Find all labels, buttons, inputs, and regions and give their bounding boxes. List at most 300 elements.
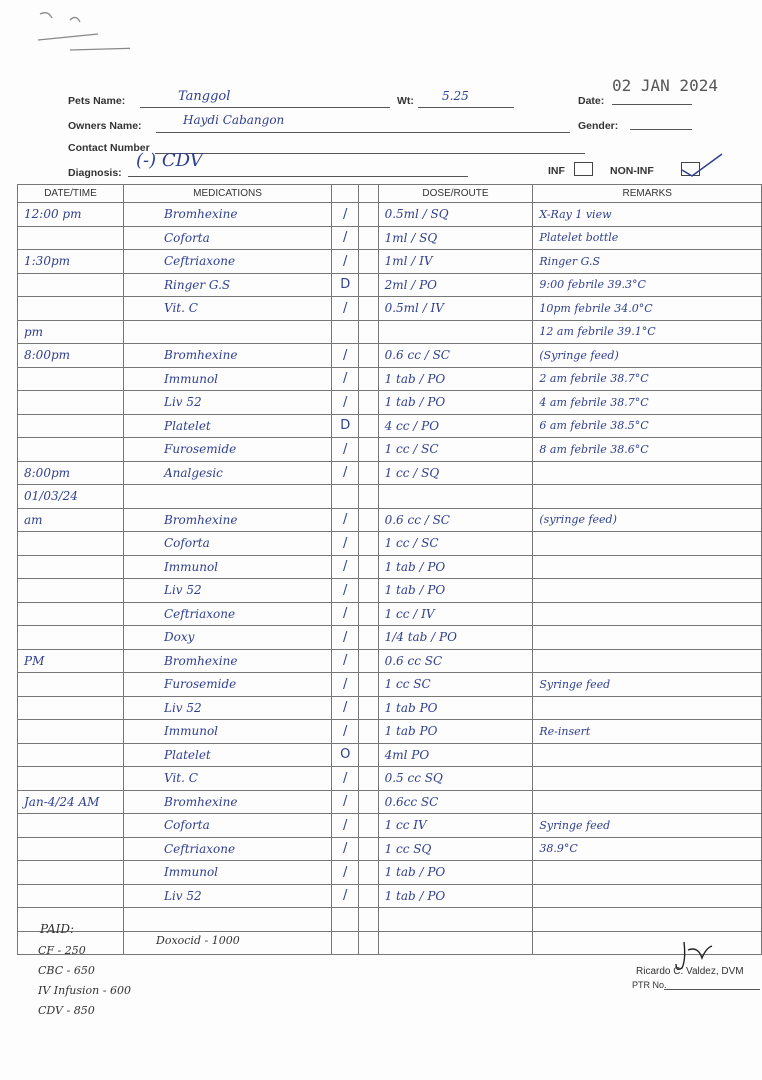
row-remark-text: (Syringe feed) <box>539 348 619 362</box>
row-medication <box>124 532 332 556</box>
pets-name-label: Pets Name: <box>68 95 126 107</box>
row-dose <box>378 931 533 955</box>
row-check <box>332 555 359 579</box>
row-check2 <box>359 485 378 509</box>
row-medication <box>124 884 332 908</box>
owners-name-line <box>156 132 570 133</box>
row-time <box>18 203 124 227</box>
table-row <box>18 414 762 438</box>
row-check-text: / <box>343 206 348 222</box>
row-check2 <box>359 767 378 791</box>
row-check-text: / <box>343 441 348 457</box>
row-time-text: Jan-4/24 AM <box>24 794 100 809</box>
table-row <box>18 226 762 250</box>
row-medication-text: Bromhexine <box>164 348 238 363</box>
row-remark <box>533 673 762 697</box>
wt-line <box>418 107 514 108</box>
table-row <box>18 908 762 932</box>
row-check-text: / <box>343 629 348 645</box>
row-medication-text: Ringer G.S <box>164 277 231 292</box>
table-row <box>18 743 762 767</box>
col-check2-header <box>359 185 378 203</box>
row-remark <box>533 861 762 885</box>
row-check <box>332 485 359 509</box>
row-dose-text: 0.5ml / IV <box>384 301 444 316</box>
date-line <box>612 104 692 105</box>
table-row <box>18 485 762 509</box>
row-time <box>18 884 124 908</box>
row-dose <box>378 485 533 509</box>
row-check-text: / <box>343 700 348 716</box>
row-check2 <box>359 226 378 250</box>
table-row <box>18 461 762 485</box>
row-dose <box>378 626 533 650</box>
noninf-label: NON-INF <box>610 165 654 177</box>
row-medication <box>124 367 332 391</box>
row-check-text: / <box>343 794 348 810</box>
col-datetime-header: DATE/TIME <box>18 185 124 203</box>
row-time <box>18 696 124 720</box>
row-dose <box>378 767 533 791</box>
row-check2 <box>359 790 378 814</box>
row-medication-text: Ceftriaxone <box>164 606 236 621</box>
paid-title: PAID: <box>40 922 75 936</box>
paid-line: CDV - 850 <box>38 1004 95 1017</box>
inf-checkbox <box>574 162 593 176</box>
row-check2 <box>359 861 378 885</box>
row-medication-text: Immunol <box>164 724 219 739</box>
row-medication <box>124 414 332 438</box>
row-dose-text: 1 tab / PO <box>384 395 446 410</box>
row-time <box>18 743 124 767</box>
row-time-text: PM <box>24 653 45 668</box>
row-dose <box>378 908 533 932</box>
row-dose-text: 1 cc / SQ <box>384 465 440 480</box>
diagnosis-value: (-) CDV <box>136 150 203 171</box>
row-check2 <box>359 438 378 462</box>
row-medication-text: Coforta <box>164 818 210 833</box>
row-check <box>332 861 359 885</box>
row-time-text: pm <box>24 324 44 339</box>
row-dose-text: 1 tab PO <box>384 700 438 715</box>
row-remark <box>533 720 762 744</box>
row-dose <box>378 555 533 579</box>
row-time-text: am <box>24 512 43 527</box>
row-dose-text: 1 cc / SC <box>384 442 439 457</box>
row-medication-text: Analgesic <box>164 465 223 480</box>
row-check2 <box>359 696 378 720</box>
row-time <box>18 367 124 391</box>
row-remark <box>533 696 762 720</box>
row-remark <box>533 602 762 626</box>
table-row <box>18 297 762 321</box>
row-remark <box>533 250 762 274</box>
row-dose <box>378 696 533 720</box>
wt-value: 5.25 <box>442 89 469 103</box>
row-dose-text: 1 tab / PO <box>384 371 446 386</box>
row-remark-text: Re-insert <box>539 724 591 738</box>
col-medications-header: MEDICATIONS <box>124 185 332 203</box>
row-remark <box>533 508 762 532</box>
row-remark <box>533 532 762 556</box>
row-dose <box>378 814 533 838</box>
pets-name-line <box>140 107 390 108</box>
row-check2 <box>359 673 378 697</box>
row-dose <box>378 320 533 344</box>
table-row <box>18 861 762 885</box>
row-check <box>332 414 359 438</box>
row-dose-text: 1ml / SQ <box>384 230 438 245</box>
row-check2 <box>359 367 378 391</box>
row-medication-text: Immunol <box>164 559 219 574</box>
row-remark-text: Ringer G.S <box>539 254 601 268</box>
row-dose <box>378 790 533 814</box>
row-dose-text: 0.5ml / SQ <box>384 207 449 222</box>
row-remark <box>533 320 762 344</box>
row-check-text: / <box>343 559 348 575</box>
row-medication-text: Liv 52 <box>164 583 202 598</box>
row-time-text: 8:00pm <box>24 348 71 363</box>
row-time <box>18 438 124 462</box>
row-check <box>332 673 359 697</box>
row-check2 <box>359 508 378 532</box>
row-check-text: D <box>340 277 351 293</box>
row-dose-text: 1 cc / SC <box>384 536 439 551</box>
row-medication-text: Doxy <box>164 630 195 645</box>
row-check <box>332 720 359 744</box>
row-check-text: / <box>343 253 348 269</box>
row-time <box>18 579 124 603</box>
row-check <box>332 320 359 344</box>
row-medication <box>124 602 332 626</box>
noninf-check-mark <box>676 150 726 180</box>
row-check2 <box>359 884 378 908</box>
table-row <box>18 344 762 368</box>
row-check-text: / <box>343 606 348 622</box>
table-row <box>18 673 762 697</box>
row-medication <box>124 297 332 321</box>
row-check <box>332 438 359 462</box>
row-check-text: / <box>343 864 348 880</box>
row-time <box>18 320 124 344</box>
row-check2 <box>359 344 378 368</box>
row-medication <box>124 673 332 697</box>
table-row <box>18 767 762 791</box>
row-time <box>18 602 124 626</box>
table-row <box>18 649 762 673</box>
row-check <box>332 508 359 532</box>
row-time <box>18 814 124 838</box>
row-medication <box>124 579 332 603</box>
row-medication <box>124 790 332 814</box>
row-dose-text: 4ml PO <box>384 747 430 762</box>
pets-name-value: Tanggol <box>178 89 231 104</box>
row-time <box>18 297 124 321</box>
row-medication <box>124 391 332 415</box>
row-medication <box>124 250 332 274</box>
row-medication <box>124 837 332 861</box>
row-check-text: / <box>343 230 348 246</box>
row-dose-text: 1 tab PO <box>384 724 438 739</box>
row-medication-text: Liv 52 <box>164 395 202 410</box>
row-remark <box>533 790 762 814</box>
row-medication-text: Ceftriaxone <box>164 254 236 269</box>
row-time <box>18 391 124 415</box>
row-check-text: / <box>343 723 348 739</box>
row-check-text: / <box>343 347 348 363</box>
row-time <box>18 673 124 697</box>
row-time-text: 12:00 pm <box>24 207 82 222</box>
row-medication-text: Vit. C <box>164 301 198 316</box>
col-remarks-header: REMARKS <box>533 185 762 203</box>
row-dose <box>378 438 533 462</box>
row-check <box>332 814 359 838</box>
table-row <box>18 626 762 650</box>
row-medication-text: Immunol <box>164 371 219 386</box>
row-time <box>18 532 124 556</box>
row-medication-text: Furosemide <box>164 677 237 692</box>
date-label: Date: <box>578 95 605 107</box>
row-remark <box>533 931 762 955</box>
row-check2 <box>359 908 378 932</box>
row-dose-text: 1/4 tab / PO <box>384 630 457 645</box>
row-check2 <box>359 414 378 438</box>
row-time-text: 8:00pm <box>24 465 71 480</box>
row-check-text: O <box>340 747 351 763</box>
row-medication-text: Bromhexine <box>164 512 238 527</box>
table-row <box>18 814 762 838</box>
row-medication-text: Liv 52 <box>164 700 202 715</box>
paid-line: CBC - 650 <box>38 964 95 977</box>
row-check <box>332 626 359 650</box>
row-medication-text: Immunol <box>164 865 219 880</box>
row-check2 <box>359 602 378 626</box>
col-check-header <box>332 185 359 203</box>
row-dose <box>378 367 533 391</box>
table-row <box>18 837 762 861</box>
row-remark-text: 12 am febrile 39.1°C <box>539 325 656 339</box>
row-time <box>18 250 124 274</box>
row-check2 <box>359 391 378 415</box>
date-stamp: 02 JAN 2024 <box>612 76 718 95</box>
row-dose <box>378 673 533 697</box>
row-check <box>332 367 359 391</box>
row-check2 <box>359 273 378 297</box>
row-dose-text: 0.6 cc / SC <box>384 512 450 527</box>
row-remark-text: 4 am febrile 38.7°C <box>539 395 649 409</box>
row-check-text: / <box>343 465 348 481</box>
row-check2 <box>359 649 378 673</box>
row-check <box>332 602 359 626</box>
row-medication <box>124 814 332 838</box>
row-remark <box>533 273 762 297</box>
row-time <box>18 861 124 885</box>
row-remark <box>533 414 762 438</box>
row-check2 <box>359 743 378 767</box>
row-medication <box>124 767 332 791</box>
row-remark <box>533 649 762 673</box>
row-dose-text: 0.6 cc / SC <box>384 348 450 363</box>
row-time <box>18 649 124 673</box>
row-dose <box>378 226 533 250</box>
row-check <box>332 743 359 767</box>
row-remark-text: 2 am febrile 38.7°C <box>539 372 649 386</box>
row-medication-text: Ceftriaxone <box>164 841 236 856</box>
row-remark <box>533 579 762 603</box>
row-medication-text: Bromhexine <box>164 794 238 809</box>
row-check2 <box>359 203 378 227</box>
row-medication <box>124 226 332 250</box>
row-check-text: / <box>343 371 348 387</box>
row-medication <box>124 273 332 297</box>
row-check-text: / <box>343 676 348 692</box>
row-dose <box>378 250 533 274</box>
footer-note: Doxocid - 1000 <box>156 934 240 947</box>
row-medication <box>124 649 332 673</box>
row-time-text: 01/03/24 <box>24 489 78 504</box>
row-check2 <box>359 931 378 955</box>
row-check <box>332 790 359 814</box>
row-time <box>18 508 124 532</box>
row-remark <box>533 391 762 415</box>
row-check-text: / <box>343 512 348 528</box>
row-medication-text: Furosemide <box>164 442 237 457</box>
owners-name-value: Haydi Cabangon <box>183 113 285 127</box>
row-remark <box>533 438 762 462</box>
table-row <box>18 532 762 556</box>
row-medication-text: Platelet <box>164 418 211 433</box>
row-medication-text: Coforta <box>164 536 210 551</box>
paid-line: CF - 250 <box>38 944 86 957</box>
table-row <box>18 250 762 274</box>
row-remark <box>533 461 762 485</box>
contact-line <box>155 153 585 154</box>
row-check <box>332 908 359 932</box>
row-dose-text: 4 cc / PO <box>384 418 440 433</box>
treatment-table <box>17 184 762 955</box>
row-medication <box>124 344 332 368</box>
row-check <box>332 696 359 720</box>
table-row <box>18 579 762 603</box>
row-medication <box>124 696 332 720</box>
row-medication-text: Vit. C <box>164 771 198 786</box>
row-check <box>332 884 359 908</box>
row-dose-text: 1 tab / PO <box>384 865 446 880</box>
row-check <box>332 203 359 227</box>
row-medication-text: Bromhexine <box>164 207 238 222</box>
row-dose <box>378 532 533 556</box>
row-remark <box>533 767 762 791</box>
row-remark <box>533 367 762 391</box>
row-check2 <box>359 250 378 274</box>
row-check <box>332 250 359 274</box>
row-dose <box>378 508 533 532</box>
row-check2 <box>359 626 378 650</box>
table-row <box>18 931 762 955</box>
row-dose-text: 1 tab / PO <box>384 888 446 903</box>
table-row <box>18 790 762 814</box>
row-remark <box>533 344 762 368</box>
row-dose-text: 0.6 cc SC <box>384 653 443 668</box>
row-remark-text: Platelet bottle <box>539 231 619 245</box>
row-remark-text: X-Ray 1 view <box>539 207 612 221</box>
row-check-text: / <box>343 535 348 551</box>
row-medication <box>124 555 332 579</box>
table-row <box>18 367 762 391</box>
row-check <box>332 273 359 297</box>
row-dose-text: 0.6cc SC <box>384 794 439 809</box>
row-remark-text: (syringe feed) <box>539 513 617 527</box>
gender-line <box>630 129 692 130</box>
row-check <box>332 344 359 368</box>
row-time <box>18 720 124 744</box>
row-medication <box>124 720 332 744</box>
row-check <box>332 461 359 485</box>
contact-label: Contact Number <box>68 142 150 154</box>
row-dose <box>378 414 533 438</box>
table-row <box>18 438 762 462</box>
row-dose <box>378 837 533 861</box>
row-remark <box>533 626 762 650</box>
row-time <box>18 837 124 861</box>
diagnosis-label: Diagnosis: <box>68 167 122 179</box>
row-medication <box>124 320 332 344</box>
row-check-text: D <box>340 418 351 434</box>
table-row <box>18 884 762 908</box>
row-check-text: / <box>343 582 348 598</box>
row-remark-text: Syringe feed <box>539 677 611 691</box>
row-remark <box>533 555 762 579</box>
row-check2 <box>359 461 378 485</box>
row-remark <box>533 837 762 861</box>
row-check <box>332 649 359 673</box>
row-time <box>18 555 124 579</box>
diagnosis-line <box>128 176 468 177</box>
gender-label: Gender: <box>578 120 619 132</box>
row-remark-text: 38.9°C <box>539 842 578 856</box>
row-check2 <box>359 837 378 861</box>
row-dose <box>378 203 533 227</box>
row-remark-text: 6 am febrile 38.5°C <box>539 419 649 433</box>
paid-line: IV Infusion - 600 <box>38 984 131 997</box>
ptr-label: PTR No. <box>632 980 667 990</box>
row-remark <box>533 814 762 838</box>
col-dose-header: DOSE/ROUTE <box>378 185 533 203</box>
row-time <box>18 226 124 250</box>
row-check <box>332 226 359 250</box>
ptr-line <box>664 989 760 990</box>
row-check-text: / <box>343 817 348 833</box>
row-time <box>18 485 124 509</box>
row-check <box>332 931 359 955</box>
row-dose <box>378 297 533 321</box>
row-remark <box>533 226 762 250</box>
row-check-text: / <box>343 841 348 857</box>
table-row <box>18 273 762 297</box>
row-medication <box>124 485 332 509</box>
row-remark <box>533 297 762 321</box>
row-dose-text: 2ml / PO <box>384 277 438 292</box>
row-medication-text: Bromhexine <box>164 653 238 668</box>
row-remark-text: 10pm febrile 34.0°C <box>539 301 653 315</box>
owners-name-label: Owners Name: <box>68 120 142 132</box>
row-time <box>18 767 124 791</box>
row-remark <box>533 203 762 227</box>
row-check2 <box>359 297 378 321</box>
row-dose <box>378 579 533 603</box>
row-time-text: 1:30pm <box>24 254 71 269</box>
row-remark-text: 9:00 febrile 39.3°C <box>539 278 646 292</box>
